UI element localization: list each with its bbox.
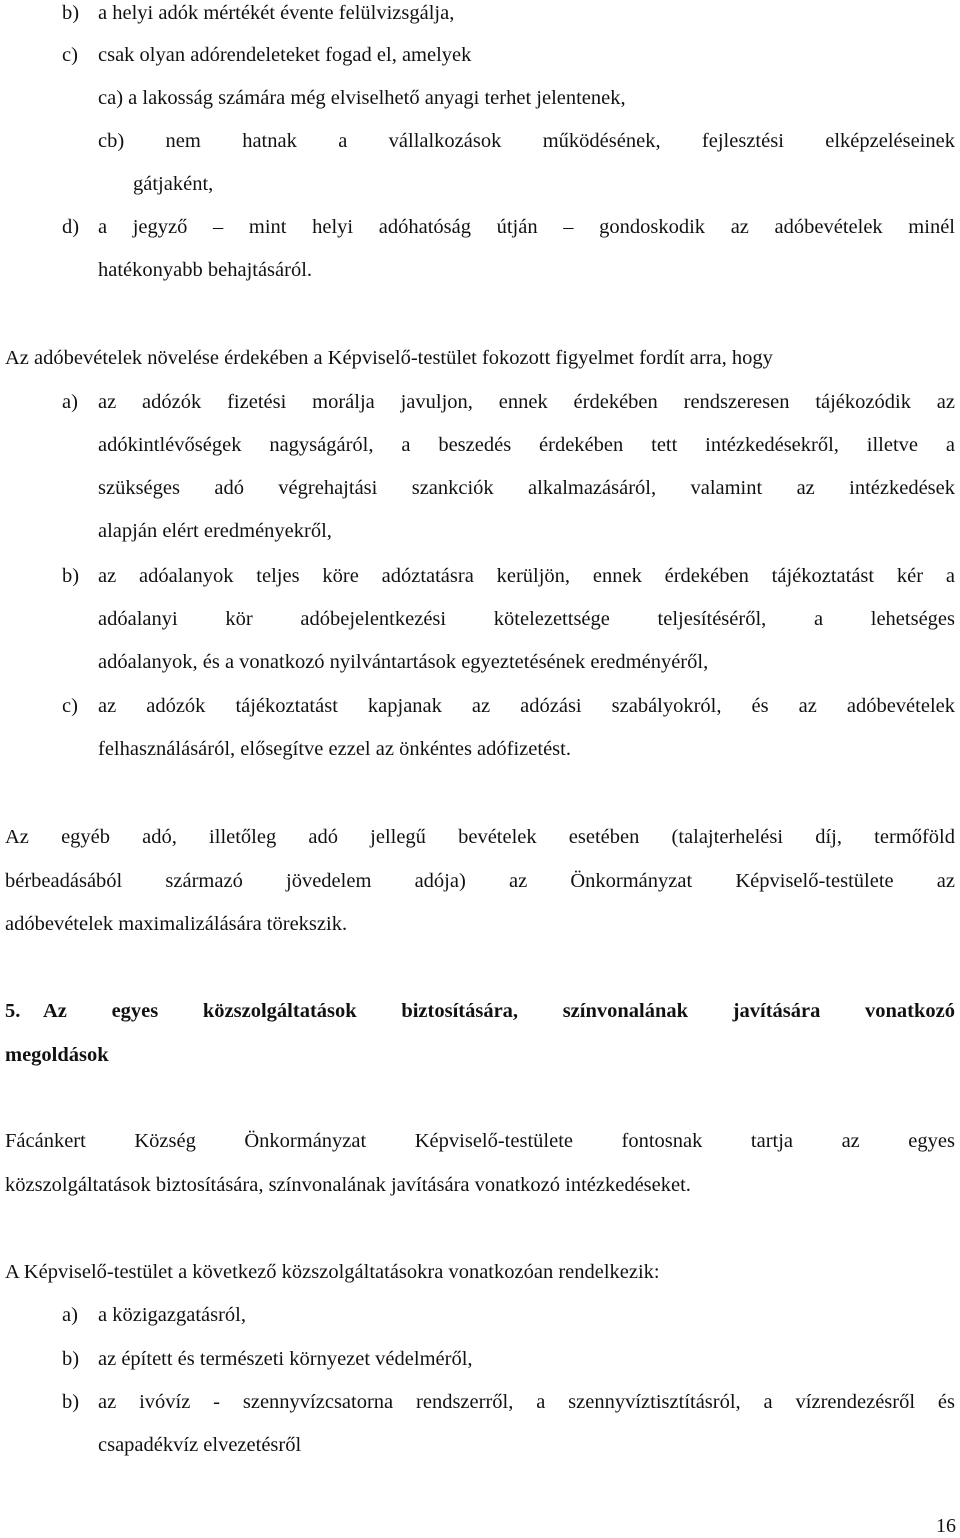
- list-item-b-text: a helyi adók mértékét évente felülvizsgálja,: [98, 2, 455, 24]
- paragraph3-line2: bérbeadásából származó jövedelem adója) az Önkormányzat Képviselő-testülete az: [5, 870, 955, 892]
- list-item-ca-text: ca) a lakosság számára még elviselhető anyagi terhet jelentenek,: [98, 87, 626, 109]
- paragraph4-line2: közszolgáltatások biztosítására, színvonalának javítására vonatkozó intézkedéseket.: [5, 1174, 691, 1196]
- list-item-a-line1: az adózók fizetési morálja javuljon, ennek érdekében rendszeresen tájékozódik az: [98, 391, 955, 413]
- section-heading-line2: megoldások: [5, 1044, 109, 1066]
- section-heading-line1: Az egyes közszolgáltatások biztosítására, színvonalának javítására vonatkozó: [43, 1000, 955, 1022]
- list-item-d-line2: hatékonyabb behajtásáról.: [98, 259, 313, 281]
- list-item-b2-line3: adóalanyok, és a vonatkozó nyilvántartások egyeztetésének eredményéről,: [98, 651, 709, 673]
- list-item-cb-line2: gátjaként,: [133, 173, 214, 195]
- list-item-a-line3: szükséges adó végrehajtási szankciók alkalmazásáról, valamint az intézkedések: [98, 477, 955, 499]
- section-number: 5.: [5, 1000, 21, 1022]
- paragraph3-line3: adóbevételek maximalizálására törekszik.: [5, 913, 348, 935]
- list-marker-c: c): [62, 44, 78, 66]
- list-item-b4-line1: az ivóvíz - szennyvízcsatorna rendszerről, a szennyvíztisztításról, a vízrendezésről és: [98, 1391, 955, 1413]
- list-item-a-line2: adókintlévőségek nagyságáról, a beszedés érdekében tett intézkedésekről, illetve a: [98, 434, 955, 456]
- list-marker-a: a): [62, 391, 78, 413]
- paragraph4-line1: Fácánkert Község Önkormányzat Képviselő-testülete fontosnak tartja az egyes: [5, 1130, 955, 1152]
- list-marker-b3: b): [62, 1348, 80, 1370]
- paragraph-intro: Az adóbevételek növelése érdekében a Képviselő-testület fokozott figyelmet fordít arra, hogy: [5, 347, 773, 369]
- list-marker-c2: c): [62, 695, 78, 717]
- list-item-a-line4: alapján elért eredményekről,: [98, 520, 332, 542]
- list-item-a3-text: a közigazgatásról,: [98, 1304, 246, 1326]
- list-item-d-line1: a jegyző – mint helyi adóhatóság útján – gondoskodik az adóbevételek minél: [98, 216, 955, 238]
- list-marker-b4: b): [62, 1391, 80, 1413]
- list-item-b4-line2: csapadékvíz elvezetésről: [98, 1434, 302, 1456]
- list-item-c2-line2: felhasználásáról, elősegítve ezzel az önkéntes adófizetést.: [98, 738, 571, 760]
- list-item-b3-text: az épített és természeti környezet védelméről,: [98, 1348, 473, 1370]
- list-marker-b: b): [62, 2, 80, 24]
- list-item-c-text: csak olyan adórendeleteket fogad el, amelyek: [98, 44, 472, 66]
- list-marker-b2: b): [62, 565, 80, 587]
- paragraph5-intro: A Képviselő-testület a következő közszolgáltatásokra vonatkozóan rendelkezik:: [5, 1261, 660, 1283]
- page-number: 16: [936, 1515, 956, 1537]
- list-marker-d: d): [62, 216, 80, 238]
- list-item-cb-line1: cb) nem hatnak a vállalkozások működésének, fejlesztési elképzeléseinek: [98, 130, 955, 152]
- paragraph3-line1: Az egyéb adó, illetőleg adó jellegű bevételek esetében (talajterhelési díj, termőföld: [5, 826, 955, 848]
- list-item-b2-line1: az adóalanyok teljes köre adóztatásra kerüljön, ennek érdekében tájékoztatást kér a: [98, 565, 955, 587]
- list-marker-a3: a): [62, 1304, 78, 1326]
- list-item-c2-line1: az adózók tájékoztatást kapjanak az adózási szabályokról, és az adóbevételek: [98, 695, 955, 717]
- list-item-b2-line2: adóalanyi kör adóbejelentkezési kötelezettsége teljesítéséről, a lehetséges: [98, 608, 955, 630]
